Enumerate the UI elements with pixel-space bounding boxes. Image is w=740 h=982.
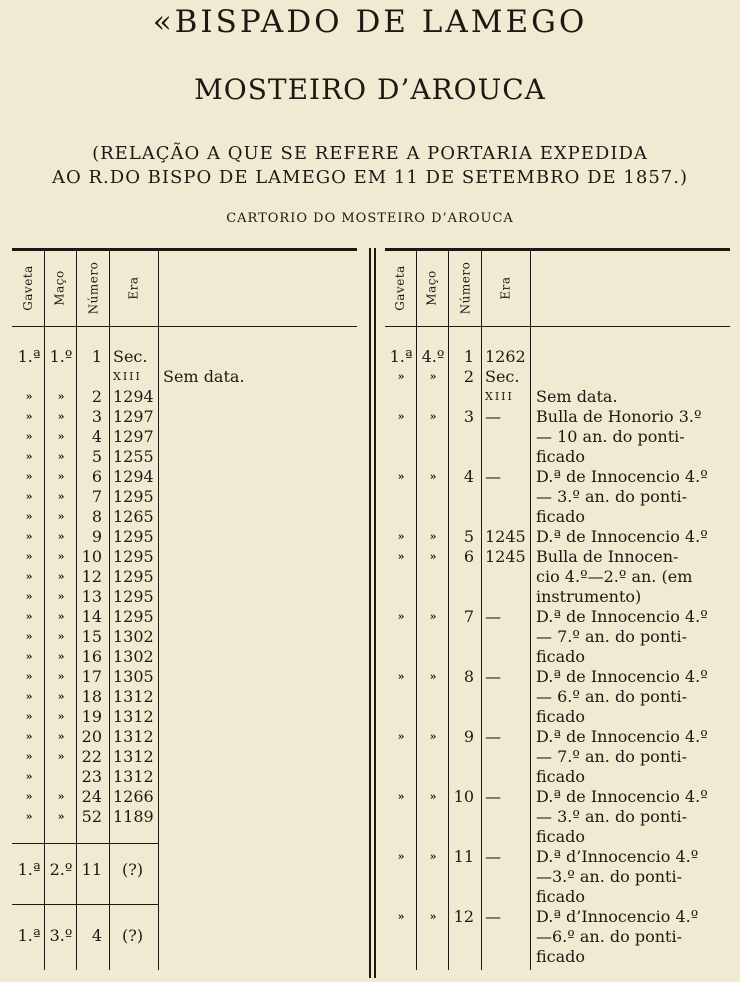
cell-era: —	[485, 607, 501, 626]
cell-maco: »	[57, 450, 65, 463]
cell-numero: 6	[463, 547, 474, 566]
table-row	[0, 567, 740, 587]
cell-description: ficado	[536, 447, 586, 466]
cell-maco: »	[429, 550, 437, 563]
cell-numero: 18	[81, 687, 102, 706]
cell-numero: 3	[91, 407, 102, 426]
cell-era: —	[485, 667, 501, 686]
table-row	[0, 907, 740, 927]
cell-era: 1312	[113, 727, 154, 746]
cell-maco: 4.º	[421, 347, 445, 366]
cell-numero: 17	[81, 667, 102, 686]
cell-maco: 1.º	[49, 347, 73, 366]
cell-numero: 4	[463, 467, 474, 486]
cell-maco: »	[57, 690, 65, 703]
cell-description: ficado	[536, 647, 586, 666]
cell-numero: 24	[81, 787, 102, 806]
cell-gaveta: »	[25, 590, 33, 603]
cell-gaveta: »	[25, 650, 33, 663]
cell-maco: »	[57, 750, 65, 763]
cell-gaveta: »	[25, 490, 33, 503]
cell-description: ficado	[536, 827, 586, 846]
cell-maco: »	[57, 390, 65, 403]
cell-gaveta: »	[397, 410, 405, 423]
cell-maco: »	[429, 850, 437, 863]
cell-era: 1295	[113, 487, 154, 506]
table-row	[0, 427, 740, 447]
cell-era: (?)	[122, 860, 144, 879]
col-header-numero: Número	[86, 261, 101, 315]
cell-gaveta: »	[25, 710, 33, 723]
table-row	[0, 887, 740, 907]
cell-gaveta: »	[397, 670, 405, 683]
table-row	[0, 367, 740, 387]
cell-era: 1302	[113, 627, 154, 646]
cell-maco: »	[57, 730, 65, 743]
cell-maco: »	[429, 410, 437, 423]
cell-gaveta: »	[397, 790, 405, 803]
cell-description: — 7.º an. do ponti-	[536, 627, 688, 646]
cell-description: —3.º an. do ponti-	[536, 867, 682, 886]
cell-era: 1295	[113, 567, 154, 586]
cell-era: 1295	[113, 547, 154, 566]
cell-gaveta: »	[25, 810, 33, 823]
cell-numero: 5	[463, 527, 474, 546]
cell-description: ficado	[536, 767, 586, 786]
cell-era: Sec.	[485, 367, 520, 386]
cell-era: 1297	[113, 407, 154, 426]
table-row	[0, 747, 740, 767]
cell-era: 1312	[113, 687, 154, 706]
cell-gaveta: »	[25, 530, 33, 543]
cell-numero: 3	[463, 407, 474, 426]
cell-gaveta: 1.ª	[17, 926, 41, 945]
cell-description: D.ª de Innocencio 4.º	[536, 467, 708, 486]
cell-gaveta: 1.ª	[389, 347, 413, 366]
cell-numero: 22	[81, 747, 102, 766]
table-row	[0, 807, 740, 827]
cell-era: —	[485, 727, 501, 746]
cell-description: —6.º an. do ponti-	[536, 927, 682, 946]
cell-maco: »	[429, 790, 437, 803]
col-header-gaveta: Gaveta	[21, 265, 36, 311]
right-top-rule	[385, 248, 730, 251]
cell-description: D.ª d’Innocencio 4.º	[536, 847, 699, 866]
cell-gaveta: »	[25, 630, 33, 643]
cell-description: Sem data.	[163, 367, 245, 386]
table-row	[0, 487, 740, 507]
cell-description: Bulla de Honorio 3.º	[536, 407, 702, 426]
cell-era: —	[485, 467, 501, 486]
cell-era: 1312	[113, 707, 154, 726]
right-table-body	[0, 347, 740, 967]
cell-numero: 5	[91, 447, 102, 466]
cell-gaveta: »	[25, 410, 33, 423]
table-row	[0, 827, 740, 847]
cell-maco: »	[57, 410, 65, 423]
cell-description: D.ª de Innocencio 4.º	[536, 667, 708, 686]
cell-description: Sem data.	[536, 387, 618, 406]
cell-description: D.ª de Innocencio 4.º	[536, 607, 708, 626]
cell-numero: 11	[453, 847, 474, 866]
table-row	[0, 947, 740, 967]
col-header-maco: Maço	[425, 270, 440, 306]
table-row	[0, 467, 740, 487]
cell-description: Bulla de Innocen-	[536, 547, 679, 566]
left-header-rule	[12, 326, 357, 327]
cell-numero: 10	[81, 547, 102, 566]
cell-maco: »	[57, 510, 65, 523]
cell-gaveta: »	[397, 730, 405, 743]
cell-numero: 1	[91, 347, 102, 366]
cell-gaveta: »	[25, 790, 33, 803]
cell-description: instrumento)	[536, 587, 642, 606]
cell-description: D.ª de Innocencio 4.º	[536, 787, 708, 806]
table-row	[0, 407, 740, 427]
cell-gaveta: »	[25, 610, 33, 623]
table-row	[0, 587, 740, 607]
cell-era: 1255	[113, 447, 154, 466]
cell-gaveta: »	[25, 750, 33, 763]
cell-gaveta: »	[397, 370, 405, 383]
cell-era: Sec.	[113, 347, 148, 366]
cell-numero: 2	[91, 387, 102, 406]
table-row	[0, 667, 740, 687]
cell-era: —	[485, 847, 501, 866]
cell-numero: 23	[81, 767, 102, 786]
cell-maco: »	[57, 430, 65, 443]
cell-era: 1295	[113, 527, 154, 546]
cell-maco: »	[429, 730, 437, 743]
col-header-maco: Maço	[53, 270, 68, 306]
section-heading: CARTORIO DO MOSTEIRO D’AROUCA	[226, 211, 514, 226]
cell-gaveta: »	[25, 770, 33, 783]
cell-era: 1297	[113, 427, 154, 446]
cell-gaveta: 1.ª	[17, 347, 41, 366]
cell-era: 1295	[113, 587, 154, 606]
cell-gaveta: »	[25, 690, 33, 703]
cell-numero: 8	[463, 667, 474, 686]
cell-era: 1265	[113, 507, 154, 526]
cell-description: — 7.º an. do ponti-	[536, 747, 688, 766]
cell-gaveta: »	[25, 730, 33, 743]
cell-description: — 10 an. do ponti-	[536, 427, 685, 446]
table-row	[0, 927, 740, 947]
cell-era: 1312	[113, 747, 154, 766]
cell-era: —	[485, 787, 501, 806]
cell-era: 1262	[485, 347, 526, 366]
cell-maco: »	[57, 710, 65, 723]
cell-maco: »	[429, 530, 437, 543]
cell-maco: »	[57, 810, 65, 823]
col-header-era: Era	[127, 276, 141, 300]
cell-description: ficado	[536, 707, 586, 726]
cell-description: — 3.º an. do ponti-	[536, 807, 688, 826]
cell-gaveta: »	[25, 430, 33, 443]
cell-description: ficado	[536, 887, 586, 906]
cell-maco: »	[57, 670, 65, 683]
cell-numero: 11	[81, 860, 102, 879]
table-row	[0, 707, 740, 727]
cell-description: ficado	[536, 947, 586, 966]
cell-numero: 13	[81, 587, 102, 606]
cell-gaveta: »	[25, 510, 33, 523]
cell-maco: »	[57, 630, 65, 643]
cell-maco: »	[57, 490, 65, 503]
cell-gaveta: »	[25, 550, 33, 563]
table-row	[0, 527, 740, 547]
cell-numero: 2	[463, 367, 474, 386]
col-header-gaveta: Gaveta	[393, 265, 408, 311]
cell-maco: 3.º	[49, 926, 73, 945]
cell-numero: 7	[91, 487, 102, 506]
cell-numero: 6	[91, 467, 102, 486]
page-subtitle: MOSTEIRO D’AROUCA	[194, 73, 546, 106]
table-row	[0, 727, 740, 747]
cell-description: — 3.º an. do ponti-	[536, 487, 688, 506]
table-row	[0, 787, 740, 807]
cell-numero: 52	[81, 807, 102, 826]
cell-numero: 1	[463, 347, 474, 366]
cell-era: 1245	[485, 527, 526, 546]
cell-maco: »	[429, 370, 437, 383]
table-row	[0, 507, 740, 527]
cell-gaveta: 1.ª	[17, 860, 41, 879]
cell-era: 1302	[113, 647, 154, 666]
right-header-rule	[385, 326, 730, 327]
cell-description: D.ª de Innocencio 4.º	[536, 727, 708, 746]
cell-maco: »	[57, 610, 65, 623]
col-header-era: Era	[499, 276, 513, 300]
cell-maco: »	[429, 670, 437, 683]
table-row	[0, 687, 740, 707]
table-row	[0, 447, 740, 467]
cell-gaveta: »	[25, 390, 33, 403]
cell-era: 1294	[113, 387, 154, 406]
table-row	[0, 627, 740, 647]
cell-maco: »	[429, 910, 437, 923]
cell-numero: 9	[91, 527, 102, 546]
cell-numero: 4	[91, 926, 102, 945]
cell-maco: »	[429, 470, 437, 483]
note-line-2: AO R.DO BISPO DE LAMEGO EM 11 DE SETEMBRO DE 1857.)	[52, 167, 688, 188]
cell-maco: »	[429, 610, 437, 623]
table-row	[0, 847, 740, 867]
table-row	[0, 867, 740, 887]
table-row	[0, 647, 740, 667]
cell-maco: 2.º	[49, 860, 73, 879]
cell-numero: 8	[91, 507, 102, 526]
cell-maco: »	[57, 790, 65, 803]
cell-numero: 20	[81, 727, 102, 746]
cell-numero: 14	[81, 607, 102, 626]
cell-numero: 12	[453, 907, 474, 926]
cell-era: 1294	[113, 467, 154, 486]
page-title: «BISPADO DE LAMEGO	[152, 4, 588, 40]
cell-era: 1305	[113, 667, 154, 686]
cell-numero: 10	[453, 787, 474, 806]
cell-maco: »	[57, 470, 65, 483]
cell-gaveta: »	[397, 610, 405, 623]
cell-gaveta: »	[397, 910, 405, 923]
cell-era: 1245	[485, 547, 526, 566]
cell-numero: 4	[91, 427, 102, 446]
cell-numero: 9	[463, 727, 474, 746]
cell-era: XIII	[113, 370, 142, 383]
cell-era: 1189	[113, 807, 154, 826]
cell-era: (?)	[122, 926, 144, 945]
table-row	[0, 387, 740, 407]
cell-maco: »	[57, 650, 65, 663]
cell-description: cio 4.º—2.º an. (em	[536, 567, 693, 586]
table-row	[0, 767, 740, 787]
cell-numero: 15	[81, 627, 102, 646]
cell-description: D.ª de Innocencio 4.º	[536, 527, 708, 546]
cell-era: —	[485, 407, 501, 426]
cell-gaveta: »	[397, 470, 405, 483]
cell-gaveta: »	[25, 570, 33, 583]
cell-gaveta: »	[25, 670, 33, 683]
cell-era: 1266	[113, 787, 154, 806]
cell-description: — 6.º an. do ponti-	[536, 687, 688, 706]
cell-maco: »	[57, 570, 65, 583]
cell-numero: 16	[81, 647, 102, 666]
cell-era: 1312	[113, 767, 154, 786]
cell-gaveta: »	[397, 550, 405, 563]
col-header-numero: Número	[458, 261, 473, 315]
cell-numero: 12	[81, 567, 102, 586]
cell-era: 1295	[113, 607, 154, 626]
cell-maco: »	[57, 590, 65, 603]
cell-era: XIII	[485, 390, 514, 403]
cell-description: ficado	[536, 507, 586, 526]
cell-gaveta: »	[25, 450, 33, 463]
cell-gaveta: »	[397, 530, 405, 543]
cell-maco: »	[57, 530, 65, 543]
table-row	[0, 547, 740, 567]
table-row	[0, 607, 740, 627]
cell-gaveta: »	[397, 850, 405, 863]
cell-maco: »	[57, 550, 65, 563]
table-row	[0, 347, 740, 367]
cell-numero: 19	[81, 707, 102, 726]
left-top-rule	[12, 248, 357, 251]
cell-numero: 7	[463, 607, 474, 626]
cell-era: —	[485, 907, 501, 926]
note-line-1: (RELAÇÃO A QUE SE REFERE A PORTARIA EXPEDIDA	[92, 143, 648, 164]
cell-description: D.ª d’Innocencio 4.º	[536, 907, 699, 926]
cell-gaveta: »	[25, 470, 33, 483]
